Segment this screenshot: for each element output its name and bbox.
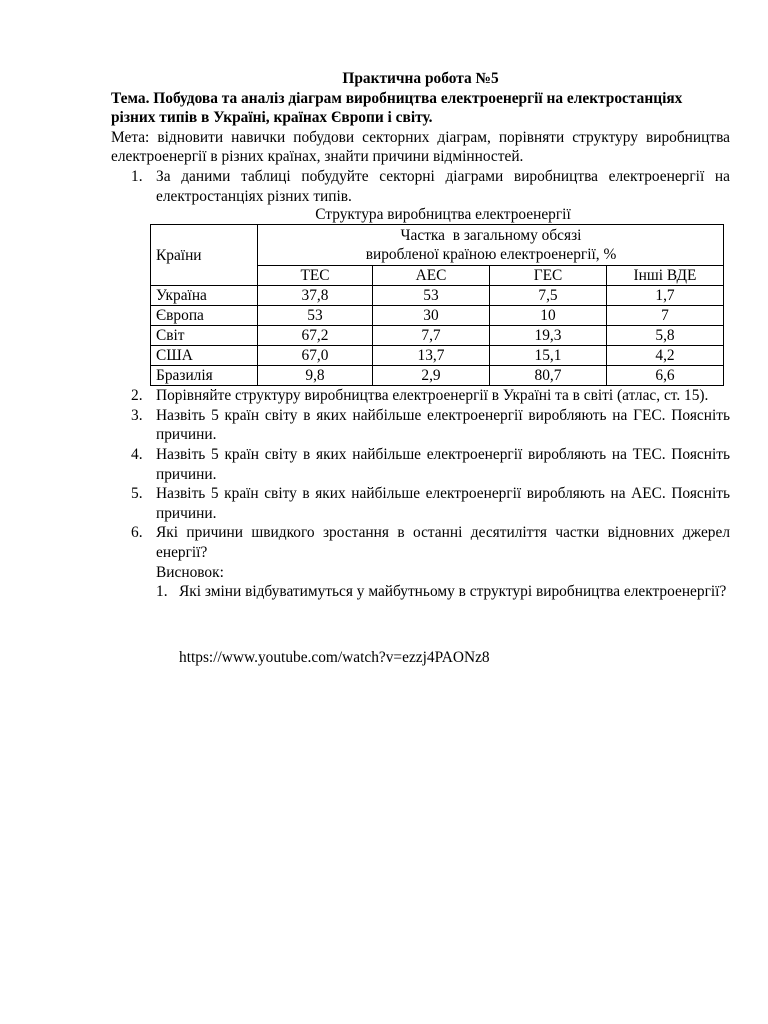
value-cell: 80,7 xyxy=(490,366,607,386)
task-text: Назвіть 5 країн світу в яких найбільше електроенергії виробляють на АЕС. Поясніть причини. xyxy=(156,485,730,522)
value-cell: 1,7 xyxy=(607,286,724,306)
value-cell: 10 xyxy=(490,306,607,326)
table-row xyxy=(151,306,724,326)
share-header-line2: виробленої країною електроенергії, % xyxy=(365,246,617,264)
task-item-2 xyxy=(111,386,730,406)
task-item-5 xyxy=(111,484,730,523)
country-cell: Світ xyxy=(151,326,258,346)
conclusion-item xyxy=(111,582,730,602)
table-caption: Структура виробництва електроенергії xyxy=(315,206,571,224)
value-cell: 5,8 xyxy=(607,326,724,346)
value-cell: 30 xyxy=(373,306,490,326)
column-header: ТЕС xyxy=(258,266,373,286)
value-cell: 7,5 xyxy=(490,286,607,306)
task-item-6 xyxy=(111,523,730,562)
value-cell: 67,0 xyxy=(258,346,373,366)
task-number: 2. xyxy=(131,387,143,405)
conclusion-text: Які зміни відбуватимуться у майбутньому в структурі виробництва електроенергії? xyxy=(179,583,727,601)
value-cell: 7 xyxy=(607,306,724,326)
column-header: Інші ВДЕ xyxy=(607,266,724,286)
task-text: Назвіть 5 країн світу в яких найбільше електроенергії виробляють на ТЕС. Поясніть причини. xyxy=(156,445,730,483)
country-cell: Україна xyxy=(151,286,258,306)
task-item-1 xyxy=(111,167,730,206)
task-text: Порівняйте структуру виробництва електроенергії в Україні та в світі (атлас, ст. 15). xyxy=(156,387,709,405)
value-cell: 13,7 xyxy=(373,346,490,366)
value-cell: 37,8 xyxy=(258,286,373,306)
task-item-3 xyxy=(111,406,730,445)
country-cell: Європа xyxy=(151,306,258,326)
value-cell: 6,6 xyxy=(607,366,724,386)
document-body xyxy=(111,69,730,667)
value-cell: 53 xyxy=(373,286,490,306)
video-link[interactable]: https://www.youtube.com/watch?v=ezzj4PAONz8 xyxy=(179,648,490,666)
country-header: Країни xyxy=(151,225,258,286)
value-cell: 15,1 xyxy=(490,346,607,366)
task-number: 3. xyxy=(131,406,143,424)
topic-paragraph: Тема. Побудова та аналіз діаграм виробництва електроенергії на електростанціях різних типів в Україні, країнах Європи і світу. xyxy=(111,89,683,127)
document-title: Практична робота №5 xyxy=(342,70,499,87)
column-header: АЕС xyxy=(373,266,490,286)
share-header-line1: Частка в загальному обсязі xyxy=(400,227,582,245)
conclusion-heading: Висновок: xyxy=(156,563,224,581)
value-cell: 53 xyxy=(258,306,373,326)
task-text: Назвіть 5 країн світу в яких найбільше електроенергії виробляють на ГЕС. Поясніть причини. xyxy=(156,406,730,444)
table-row xyxy=(151,326,724,346)
table-row xyxy=(151,366,724,386)
task-text: Які причини швидкого зростання в останні десятиліття частки відновних джерел енергії? xyxy=(156,524,730,561)
task-number: 4. xyxy=(131,445,143,463)
task-text: За даними таблиці побудуйте секторні діаграми виробництва електроенергії на електростанціях різних типів. xyxy=(156,167,730,205)
value-cell: 19,3 xyxy=(490,326,607,346)
table-row xyxy=(151,346,724,366)
value-cell: 67,2 xyxy=(258,326,373,346)
table-row xyxy=(151,286,724,306)
goal-paragraph: Мета: відновити навички побудови секторних діаграм, порівняти структуру виробництва електроенергії в різних країнах, знайти причини відмінностей. xyxy=(111,128,730,166)
share-group-header xyxy=(258,225,724,266)
country-cell: Бразилія xyxy=(151,366,258,386)
task-number: 5. xyxy=(131,485,143,503)
electricity-structure-table xyxy=(150,224,724,386)
country-cell: США xyxy=(151,346,258,366)
column-header: ГЕС xyxy=(490,266,607,286)
task-number: 1. xyxy=(131,167,143,185)
value-cell: 7,7 xyxy=(373,326,490,346)
value-cell: 9,8 xyxy=(258,366,373,386)
task-item-4 xyxy=(111,445,730,484)
value-cell: 2,9 xyxy=(373,366,490,386)
value-cell: 4,2 xyxy=(607,346,724,366)
task-number: 6. xyxy=(131,524,143,542)
conclusion-number: 1. xyxy=(156,583,168,601)
